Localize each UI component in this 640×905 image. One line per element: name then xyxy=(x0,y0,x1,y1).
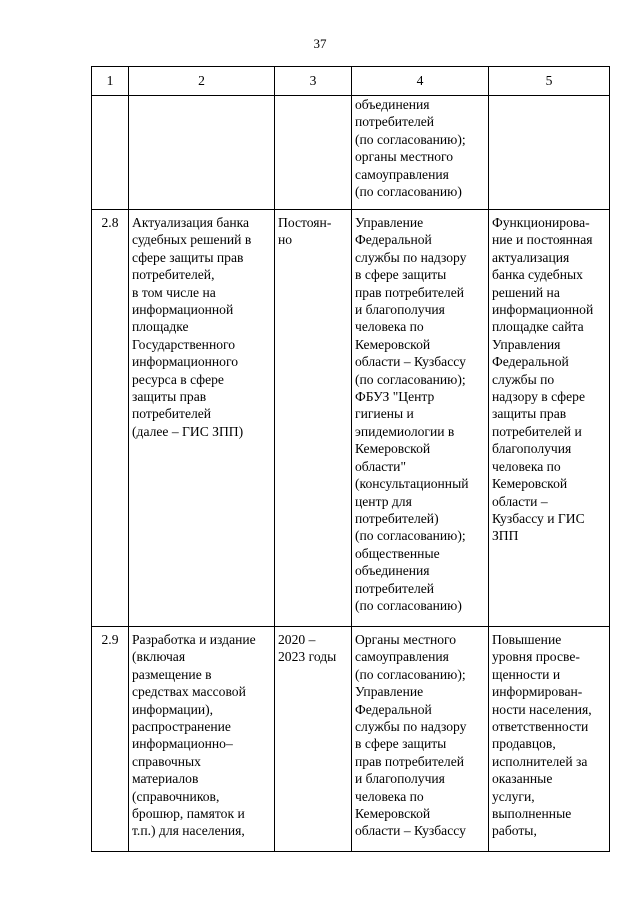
table-header-row xyxy=(92,67,610,96)
executors-cell: объединения потребителей (по согласованию); органы местного самоуправления (по согласованию) xyxy=(352,96,489,210)
result-cell xyxy=(489,96,610,210)
term-cell xyxy=(275,96,352,210)
header-col-2: 2 xyxy=(129,67,275,96)
header-col-5: 5 xyxy=(489,67,610,96)
measure-cell xyxy=(129,96,275,210)
header-col-4: 4 xyxy=(352,67,489,96)
measures-table xyxy=(91,66,610,852)
measure-cell: Актуализация банка судебных решений в сфере защиты прав потребителей, в том числе на информационной площадке Государственного информационного ресурса в сфере защиты прав потребителей (далее – ГИС ЗПП) xyxy=(129,210,275,627)
table-row-2-8 xyxy=(92,210,610,627)
term-cell: Постоян- но xyxy=(275,210,352,627)
page-number: 37 xyxy=(313,36,327,51)
term-cell: 2020 – 2023 годы xyxy=(275,627,352,852)
row-number: 2.9 xyxy=(92,627,129,852)
header-col-1: 1 xyxy=(92,67,129,96)
row-number xyxy=(92,96,129,210)
measure-cell: Разработка и издание (включая размещение в средствах массовой информации), распространение информационно– справочных материалов (справочников, брошюр, памяток и т.п.) для населения, xyxy=(129,627,275,852)
executors-cell: Управление Федеральной службы по надзору в сфере защиты прав потребителей и благополучия человека по Кемеровской области – Кузбассу (по согласованию); ФБУЗ "Центр гигиены и эпидемиологии в Кемеровской области" (консультационный центр для потребителей) (по согласованию); общественные объединения потребителей (по согласованию) xyxy=(352,210,489,627)
table-row-continuation xyxy=(92,96,610,210)
table-row-2-9 xyxy=(92,627,610,852)
row-number: 2.8 xyxy=(92,210,129,627)
executors-cell: Органы местного самоуправления (по согласованию); Управление Федеральной службы по надзору в сфере защиты прав потребителей и благополучия человека по Кемеровской области – Кузбассу xyxy=(352,627,489,852)
result-cell: Повышение уровня просве- щенности и информирован- ности населения, ответственности продавцов, исполнителей за оказанные услуги, выполненные работы, xyxy=(489,627,610,852)
header-col-3: 3 xyxy=(275,67,352,96)
result-cell: Функционирова- ние и постоянная актуализация банка судебных решений на информационной площадке сайта Управления Федеральной службы по надзору в сфере защиты прав потребителей и благополучия человека по Кемеровской области – Кузбассу и ГИС ЗПП xyxy=(489,210,610,627)
